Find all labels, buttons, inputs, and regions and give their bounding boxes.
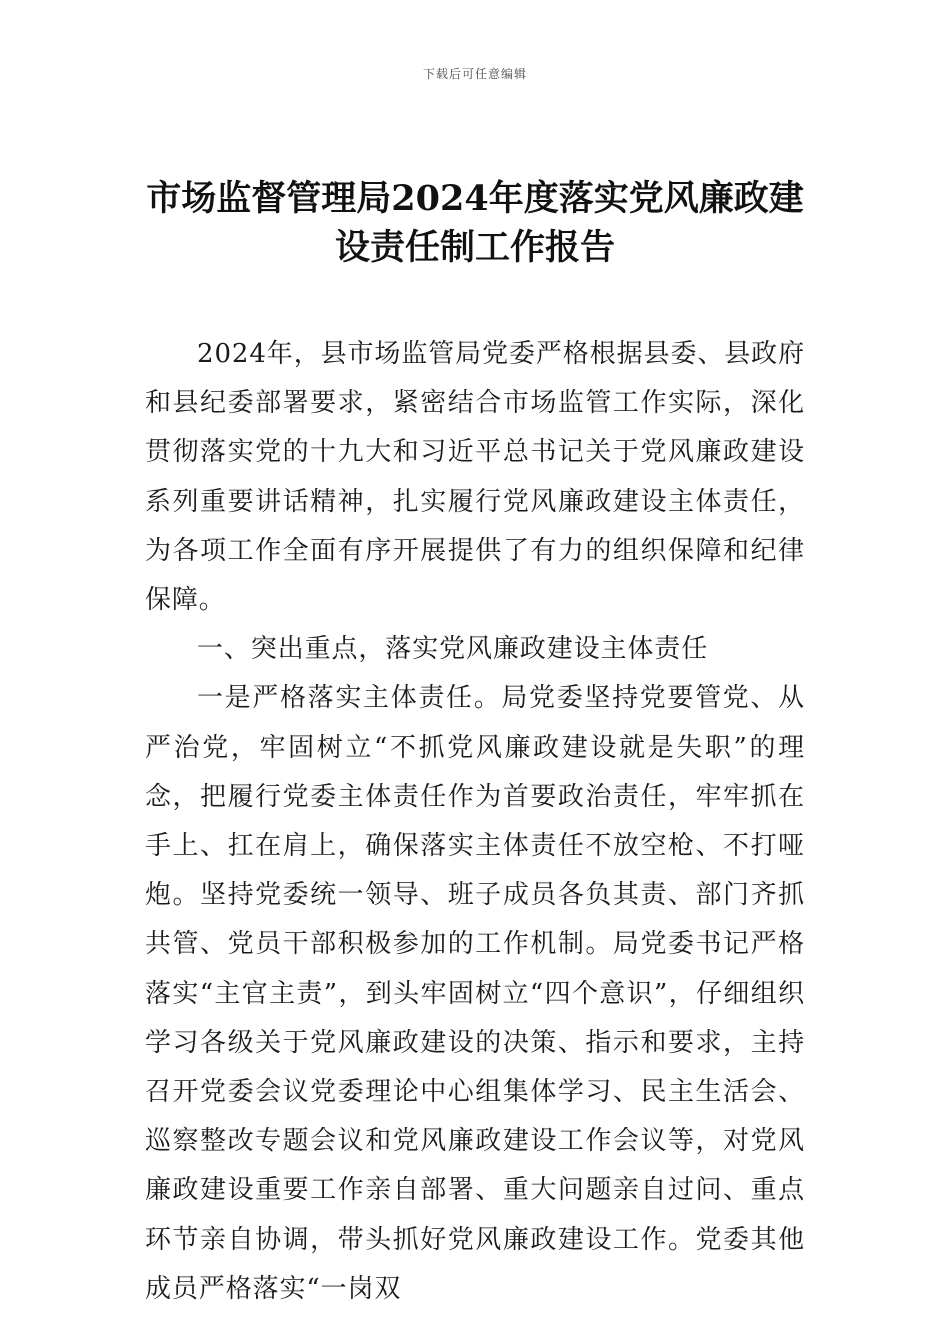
section-heading: 一、突出重点，落实党风廉政建设主体责任 — [197, 634, 709, 665]
document-body — [145, 330, 805, 1314]
body-paragraph: 一是严格落实主体责任。局党委坚持党要管党、从严治党，牢固树立“不抓党风廉政建设就是失职”的理念，把履行党委主体责任作为首要政治责任，牢牢抓在手上、扛在肩上，确保落实主体责任不放空枪、不打哑炮。坚持党委统一领导、班子成员各负其责、部门齐抓共管、党员干部积极参加的工作机制。局党委书记严格落实“主官主责”，到头牢固树立“四个意识”，仔细组织学习各级关于党风廉政建设的决策、指示和要求，主持召开党委会议党委理论中心组集体学习、民主生活会、巡察整改专题会议和党风廉政建设工作会议等，对党风廉政建设重要工作亲自部署、重大问题亲自过问、重点环节亲自协调，带头抓好党风廉政建设工作。党委其他成员严格落实“一岗双 — [145, 683, 805, 1304]
intro-paragraph: 2024年，县市场监管局党委严格根据县委、县政府和县纪委部署要求，紧密结合市场监管工作实际，深化贯彻落实党的十九大和习近平总书记关于党风廉政建设系列重要讲话精神，扎实履行党风廉政建设主体责任，为各项工作全面有序开展提供了有力的组织保障和纪律保障。 — [145, 339, 805, 616]
document-title: 市场监督管理局2024年度落实党风廉政建设责任制工作报告 — [146, 178, 804, 268]
header-note: 下载后可任意编辑 — [422, 67, 527, 81]
